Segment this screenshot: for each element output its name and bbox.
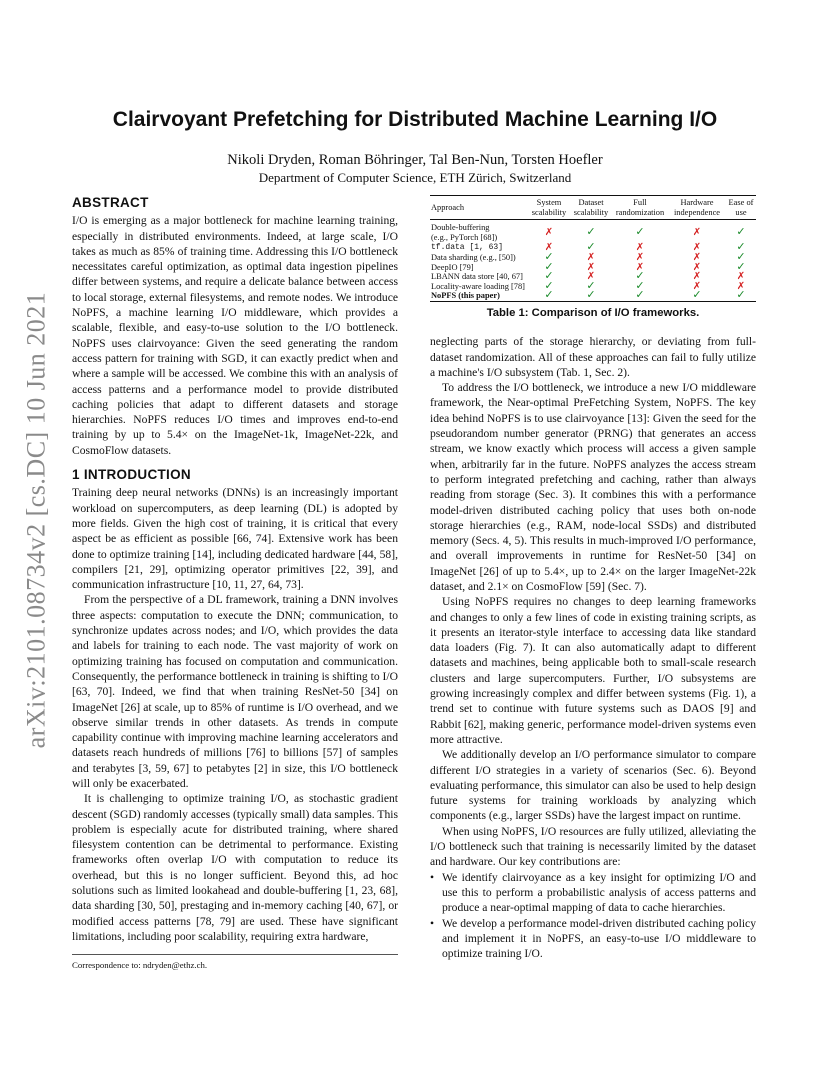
right-paragraph-2: To address the I/O bottleneck, we introduce a new I/O middleware framework, the Near-optimal PreFetching System, NoPFS. The key idea behind NoPFS is to use clairvoyance [13]: Given the seed for the pseudorandom number generator (PRNG) that generates an access stream, we know exactly which process will access a given sample when, arbitrarily far in the future. NoPFS analyzes the access stream to perform integrated prefetching and caching, rather than always reading from storage (Sec. 3). It combines this with a performance model-driven distributed caching policy that uses both on-node storage hierarchies (e.g., RAM, node-local SSDs) and distributed memory (Secs. 4, 5). This results in much-improved I/O performance, and overall improvements in runtime for ResNet-50 [34] on ImageNet [26] of up to 5.4×, up to 2.4× on the larger ImageNet-22k dataset, and 2.1× on CosmoFlow [59] (Sec. 7). [430, 381, 756, 593]
intro-paragraph-3: It is challenging to optimize training I/O, as stochastic gradient descent (SGD) randomly accesses (typically small) data samples. This problem is especially acute for distributed training, where shared filesystem contention can be detrimental to performance. Existing frameworks often overlap I/O with computation to reduce its overhead, but this is no longer sufficient. Beyond this, ad hoc solutions such as limited lookahead and double-buffering [1, 23, 68], data sharding [30, 50], prestaging and in-memory caching [40, 67], or modified access patterns [78, 79] are used. These have significant limitations, including poor scalability, requiring extra hardware, [72, 792, 398, 943]
check-icon: ✓ [544, 289, 554, 302]
paper-title: Clairvoyant Prefetching for Distributed Machine Learning I/O [112, 108, 718, 131]
footnote-rule [72, 954, 398, 955]
right-paragraph-5: When using NoPFS, I/O resources are fully utilized, alleviating the I/O bottleneck such that training is necessarily limited by the dataset and hardware. Our key contributions are: [430, 824, 756, 869]
check-icon: ✓ [544, 260, 554, 273]
table-header-system-scalability: System scalability [531, 198, 567, 217]
table-cell-approach [430, 253, 528, 263]
cross-icon: ✗ [586, 261, 596, 273]
cross-icon: ✗ [635, 241, 645, 253]
contribution-item: • We develop a performance model-driven distributed caching policy and implement it in NoPFS, an easy-to-use I/O middleware to optimize training I/O. [442, 916, 756, 962]
right-paragraph-1: neglecting parts of the storage hierarchy, or deviating from full-dataset randomization. All of these approaches can fail to fully utilize a machine's I/O subsystem (Tab. 1, Sec. 2). [430, 335, 756, 379]
left-column [72, 195, 398, 974]
approach-name: Data sharding (e.g., [50]) [431, 252, 516, 262]
check-icon: ✓ [635, 289, 645, 302]
check-icon: ✓ [544, 270, 554, 283]
check-icon: ✓ [736, 289, 746, 302]
approach-name: DeepIO [79] [431, 262, 474, 272]
table-header-hardware-independence: Hardware independence [673, 198, 721, 217]
table-header-approach: Approach [431, 202, 465, 212]
approach-name: tf.data [1, 63] [431, 243, 504, 253]
table-caption: Table 1: Comparison of I/O frameworks. [486, 306, 700, 319]
affiliation: Department of Computer Science, ETH Zürich, Switzerland [258, 170, 572, 185]
cross-icon: ✗ [692, 271, 702, 283]
intro-paragraph-2: From the perspective of a DL framework, training a DNN involves three aspects: computation to execute the DNN; communication, to synchronize updates across nodes; and I/O, which provides the data and labels for training to each node. The vast majority of work on optimizing training has focused on computation and communication. Consequently, the performance bottleneck in training is shifting to I/O [63, 70]. Indeed, we find that when training ResNet-50 [34] on ImageNet [26] at scale, up to 85% of runtime is I/O overhead, and we observe similar trends in other datasets. As trends in compute capability continue with improving machine learning accelerators and datasets reach hundreds of millions [76] to billions [57] of samples and terabytes [3, 59, 67] to petabytes [2] in size, this I/O bottleneck will only be exacerbated. [72, 593, 398, 790]
cross-icon: ✗ [692, 241, 702, 253]
cross-icon: ✗ [635, 251, 645, 263]
table-header-ease-of-use: Ease of use [728, 198, 754, 217]
table-cell-approach [430, 291, 528, 301]
author-list: Nikoli Dryden, Roman Böhringer, Tal Ben-Nun, Torsten Hoefler [227, 152, 603, 168]
table-cell-approach [430, 242, 528, 253]
check-icon: ✓ [635, 270, 645, 283]
table-row [430, 291, 756, 301]
approach-name: Double-buffering [431, 223, 490, 233]
contributions-list [430, 870, 756, 962]
table-cell-approach [430, 263, 528, 273]
check-icon: ✓ [586, 225, 596, 238]
check-icon: ✓ [736, 240, 746, 253]
check-icon: ✓ [736, 260, 746, 273]
arxiv-identifier-text: arXiv:2101.08734v2 [cs.DC] 10 Jun 2021 [21, 291, 51, 749]
cross-icon: ✗ [692, 280, 702, 292]
intro-heading: 1 INTRODUCTION [72, 467, 191, 483]
table-row [430, 220, 756, 243]
arxiv-identifier [18, 290, 54, 750]
approach-name: NoPFS (this paper) [431, 291, 500, 301]
table-cell-approach [430, 272, 528, 282]
cross-icon: ✗ [736, 280, 746, 292]
approach-name: LBANN data store [40, 67] [431, 272, 523, 282]
cross-icon: ✗ [692, 251, 702, 263]
comparison-table [430, 195, 756, 302]
check-icon: ✓ [635, 279, 645, 292]
right-paragraph-3: Using NoPFS requires no changes to deep learning frameworks and changes to only a few lines of code in existing training scripts, as it presents an iterator-style interface to accessing data like standard data loaders (Fig. 7). It can also automatically adapt to different datasets and machines, being applicable both to small-scale research clusters and large supercomputers. Further, I/O subsystems are growing increasingly complex and differ between systems (Fig. 1), a trend set to continue with future systems such as DAOS [9] and Rabbit [62], making generic, performance model-driven systems even more attractive. [430, 595, 756, 746]
check-icon: ✓ [586, 240, 596, 253]
check-icon: ✓ [736, 225, 746, 238]
right-paragraph-4: We additionally develop an I/O performance simulator to compare different I/O strategies in a variety of scenarios (Sec. 6). Beyond evaluating performance, this simulator can also be used to help design future systems for training workloads by analyzing which components (e.g., larger SSDs) have the largest impact on runtime. [430, 748, 756, 823]
footnote: Correspondence to: ndryden@ethz.ch. [72, 960, 208, 971]
table-header-dataset-scalability: Dataset scalability [573, 198, 609, 217]
contribution-item: • We identify clairvoyance as a key insight for optimizing I/O and use this to perform a probabilistic analysis of access patterns and produce a near-optimal mapping of data to cache hierarchies. [442, 870, 756, 916]
table-header-row [430, 196, 756, 220]
check-icon: ✓ [544, 250, 554, 263]
cross-icon: ✗ [544, 241, 554, 253]
cross-icon: ✗ [544, 226, 554, 238]
intro-paragraph-1: Training deep neural networks (DNNs) is an increasingly important workload on supercomputers, as deep learning (DL) is adopted by more fields. Given the high cost of training, it is critical that every aspect be as efficient as possible [66, 74]. Extensive work has been done to optimize training [14], including dedicated hardware [44, 58], compilers [21, 29], optimizing operator primitives [22, 39], and communication infrastructure [10, 11, 27, 64, 73]. [72, 486, 398, 592]
table-body [430, 220, 756, 302]
approach-note: (e.g., PyTorch [68]) [431, 232, 498, 242]
cross-icon: ✗ [736, 271, 746, 283]
table-header-full-randomization: Full randomization [615, 198, 665, 217]
table-cell-approach [430, 282, 528, 292]
cross-icon: ✗ [586, 271, 596, 283]
check-icon: ✓ [736, 250, 746, 263]
right-column [430, 195, 756, 961]
cross-icon: ✗ [692, 226, 702, 238]
table-cell-approach [430, 220, 528, 243]
cross-icon: ✗ [635, 261, 645, 273]
cross-icon: ✗ [586, 251, 596, 263]
check-icon: ✓ [544, 279, 554, 292]
check-icon: ✓ [692, 289, 702, 302]
check-icon: ✓ [635, 225, 645, 238]
check-icon: ✓ [586, 289, 596, 302]
check-icon: ✓ [586, 279, 596, 292]
cross-icon: ✗ [692, 261, 702, 273]
abstract-heading: ABSTRACT [72, 195, 149, 210]
abstract-text: I/O is emerging as a major bottleneck for machine learning training, especially in distributed environments. Indeed, at large scale, I/O takes as much as 85% of training time. Addressing this I/O bottleneck necessitates careful optimization, as optimal data ingestion pipelines differ between systems, and require a delicate balance between access to local storage, external filesystems, and remote nodes. We introduce NoPFS, a machine learning I/O middleware, which provides a scalable, flexible, and easy-to-use solution to the I/O bottleneck. NoPFS uses clairvoyance: Given the seed generating the random access pattern for training with SGD, it can exactly predict when and where a sample will be accessed. We combine this with an analysis of access patterns and a performance model to provide distributed caching policies that adapt to different datasets and storage hierarchies. NoPFS reduces I/O times and improves end-to-end training by up to 5.4× on the ImageNet-1k, ImageNet-22k, and CosmoFlow datasets. [72, 214, 398, 457]
approach-name: Locality-aware loading [78] [431, 281, 525, 291]
